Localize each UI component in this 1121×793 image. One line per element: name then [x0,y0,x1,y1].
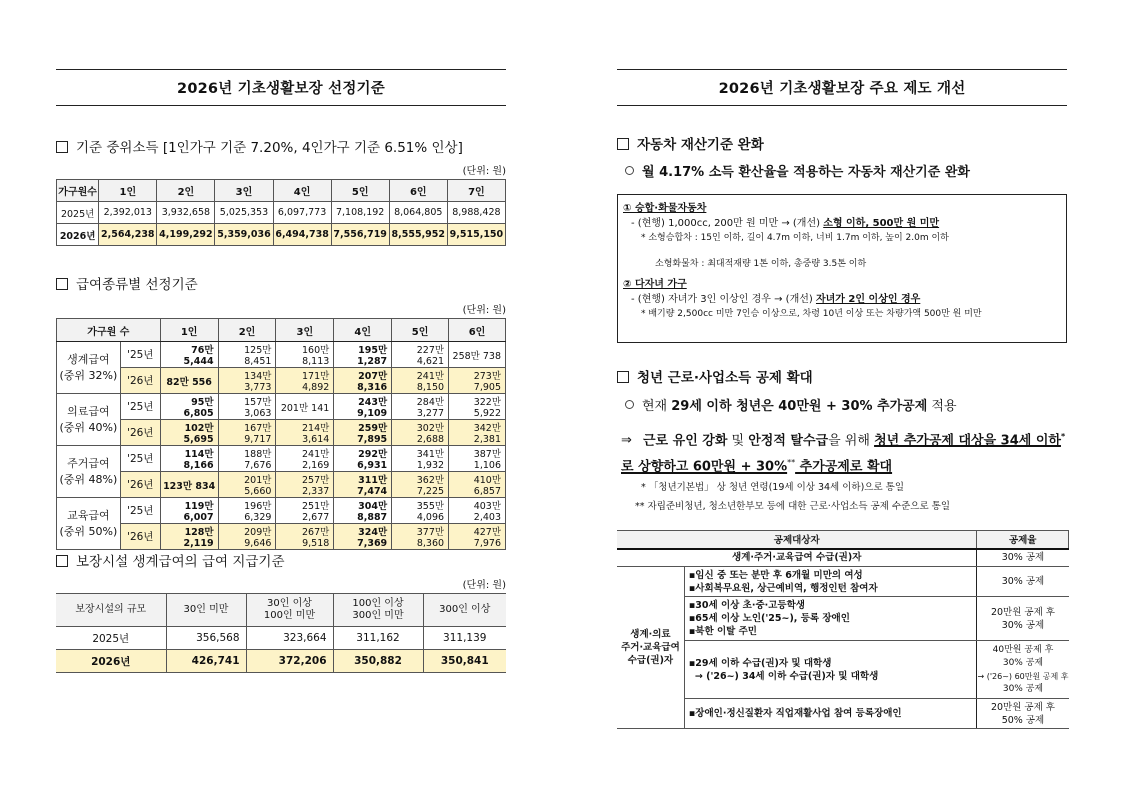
table-cell: 356,568 [166,627,246,650]
table-cell: 171만 4,892 [276,368,334,394]
group-name: 의료급여 [67,404,110,418]
row-label: 2025년 [56,627,166,650]
group-sub: (중위 48%) [59,472,118,486]
benefit-group-label [57,446,121,498]
item-title: ② 다자녀 가구 [623,279,687,290]
table-cell: 427만 7,976 [449,524,506,550]
year-label: '25년 [120,342,160,368]
vehicle-criteria-box [617,194,1067,343]
table-row [56,627,506,650]
year-label: '25년 [120,446,160,472]
table-cell: 196만 6,329 [218,498,276,524]
table-cell: 95만 6,805 [160,394,218,420]
table-cell: 241만 8,150 [392,368,449,394]
table-cell: 188만 7,676 [218,446,276,472]
footnote-marker: ** [787,458,796,468]
rate-line: 30% 공제 [1002,683,1044,694]
emphasis: 근로 유인 강화 [643,433,728,449]
column-header: 가구원 수 [57,319,161,342]
table-row [57,342,506,368]
row-label: 2026년 [57,224,99,246]
group-name: 교육급여 [67,508,110,522]
table-header-row [617,531,1069,549]
rate-line: 20만원 공제 후 [990,606,1055,618]
table-row-highlighted [57,420,506,446]
bullet-vehicle [625,161,970,180]
table-cell: 426,741 [166,650,246,673]
table-cell: 251만 2,677 [276,498,334,524]
median-income-table [56,179,506,246]
section-heading-text: 기준 중위소득 [1인가구 기준 7.20%, 4인가구 기준 6.51% 인상] [76,140,463,156]
table-cell: 76만 5,444 [160,342,218,368]
section-heading-youth-deduction [617,366,813,386]
section-heading-median-income [56,136,463,156]
rate-line: 30% 공제 [1002,657,1044,668]
table-cell: 30% 공제 [977,549,1069,567]
rate-cell [977,641,1069,699]
footnote: ** 자립준비청년, 청소년한부모 등에 대한 근로·사업소득 공제 수준으로 통일 [635,501,951,512]
group-label-line: 주거·교육급여 [621,642,680,653]
group-name: 주거급여 [67,456,110,470]
column-header: 3인 [215,180,273,202]
spacer [623,246,1061,257]
table-cell: 362만 7,225 [392,472,449,498]
table-row-highlighted [57,224,506,246]
group-name: 생계급여 [67,352,110,366]
group-label [617,567,684,729]
items-cell [684,699,977,729]
rate-cell [977,699,1069,729]
year-label: '25년 [120,498,160,524]
column-header: 6인 [389,180,447,202]
column-header: 3인 [276,319,334,342]
table-cell: 311만 7,474 [334,472,392,498]
table-header-row [57,319,506,342]
column-header: 7인 [447,180,505,202]
item: ▪사회복무요원, 상근예비역, 행정인턴 참여자 [688,582,878,594]
table-cell: 209만 9,646 [218,524,276,550]
table-cell: 342만 2,381 [449,420,506,446]
table-header-row [57,180,506,202]
column-header [333,594,423,627]
items-cell [684,641,977,699]
table-cell: 167만 9,717 [218,420,276,446]
table-row [617,699,1069,729]
items-cell [684,597,977,641]
item: ▪북한 이탈 주민 [688,626,757,637]
table-cell: 114만 8,166 [160,446,218,472]
table-cell: 8,988,428 [447,202,505,224]
double-arrow-icon: ⇒ [621,433,632,449]
column-header: 4인 [273,180,331,202]
column-header: 보장시설의 규모 [56,594,166,627]
table-cell: 82만 556 [160,368,218,394]
item: ▪29세 이하 수급(권)자 및 대학생 [688,657,832,669]
table-cell: 284만 3,277 [392,394,449,420]
bullet-text: 월 4.17% 소득 환산율을 적용하는 자동차 재산기준 완화 [642,165,970,180]
group-label-line: 생계·의료 [630,629,671,640]
table-cell: 311,162 [333,627,423,650]
column-header: 4인 [334,319,392,342]
table-cell: 387만 1,106 [449,446,506,472]
table-cell: 201만 5,660 [218,472,276,498]
table-row-highlighted [57,472,506,498]
section-heading-text: 청년 근로·사업소득 공제 확대 [637,370,813,386]
table-cell: 3,932,658 [157,202,215,224]
rate-cell: 30% 공제 [977,567,1069,597]
column-header: 300인 이상 [423,594,506,627]
section-heading-facility-benefit [56,550,285,570]
table-row-highlighted [56,650,506,673]
line-emphasis: 자녀가 2인 이상인 경우 [815,294,921,305]
table-cell: 119만 6,007 [160,498,218,524]
table-row [617,549,1069,567]
table-cell: 생계·주거·교육급여 수급(권)자 [617,549,977,567]
table-cell: 372,206 [246,650,333,673]
group-sub: (중위 32%) [59,368,118,382]
rate-line: → ('26~) 60만원 공제 후 [977,671,1069,681]
column-header: 가구원수 [57,180,99,202]
year-label: '26년 [120,368,160,394]
table-cell: 6,097,773 [273,202,331,224]
underlined-emphasis: 로 상향하고 60만원 + 30% [621,459,788,475]
underlined-emphasis: 추가공제로 확대 [795,459,893,475]
item: ▪30세 이상 초·중·고등학생 [688,600,805,611]
table-cell: 410만 6,857 [449,472,506,498]
line-emphasis: 소형 이하, 500만 원 미만 [823,218,940,229]
table-header-row [56,594,506,627]
table-cell: 125만 8,451 [218,342,276,368]
facility-benefit-table [56,593,506,673]
circle-bullet-icon [625,400,634,409]
checkbox-square-icon [617,138,629,150]
table-cell: 123만 834 [160,472,218,498]
table-cell: 7,108,192 [331,202,389,224]
group-sub: (중위 50%) [59,524,118,538]
table-row [617,641,1069,699]
checkbox-square-icon [617,371,629,383]
table-row [57,394,506,420]
table-cell: 8,064,805 [389,202,447,224]
table-cell: 160만 8,113 [276,342,334,368]
checkbox-square-icon [56,278,68,290]
table-cell: 243만 9,109 [334,394,392,420]
unit-label: (단위: 원) [462,166,506,177]
table-cell: 292만 6,931 [334,446,392,472]
table-cell: 267만 9,518 [276,524,334,550]
table-cell: 322만 5,922 [449,394,506,420]
table-row [57,446,506,472]
table-cell: 4,199,292 [157,224,215,246]
section-heading-vehicle [617,133,764,153]
table-cell: 102만 5,695 [160,420,218,446]
column-header: 5인 [331,180,389,202]
table-row-highlighted [57,524,506,550]
table-cell: 324만 7,369 [334,524,392,550]
table-row [57,498,506,524]
item: ▪65세 이상 노인('25~), 등록 장애인 [688,613,850,624]
column-header-line: 100인 이상 [352,598,404,609]
column-header-line: 300인 미만 [352,610,404,621]
year-label: '25년 [120,394,160,420]
column-header: 2인 [218,319,276,342]
line-text: - (현행) 1,000cc, 200만 원 미만 → (개선) [631,218,824,229]
table-cell: 258만 738 [449,342,506,368]
section-heading-text: 자동차 재산기준 완화 [637,137,764,153]
checkbox-square-icon [56,555,68,567]
table-cell: 2,392,013 [99,202,157,224]
table-cell: 257만 2,337 [276,472,334,498]
page-title: 2026년 기초생활보장 선정기준 [56,69,506,106]
bullet-text: 적용 [927,399,957,414]
emphasis: 안정적 탈수급 [748,433,829,449]
text: 및 [727,433,749,449]
row-label: 2025년 [57,202,99,224]
table-cell: 207만 8,316 [334,368,392,394]
section-heading-benefit-criteria [56,273,198,293]
column-header-line: 30인 이상 [267,598,312,609]
circle-bullet-icon [625,166,634,175]
bullet-text: 현재 [642,399,672,414]
table-cell: 341만 1,932 [392,446,449,472]
table-cell: 8,555,952 [389,224,447,246]
rate-cell [977,597,1069,641]
item: ▪장애인·정신질환자 직업재활사업 참여 등록장애인 [688,708,902,719]
item-note: 소형화물차 : 최대적재량 1톤 이하, 총중량 3.5톤 이하 [655,259,867,269]
items-cell [684,567,977,597]
table-cell: 350,841 [423,650,506,673]
item-line [623,216,1061,231]
column-header: 공제율 [977,531,1069,549]
column-header: 5인 [392,319,449,342]
group-sub: (중위 40%) [59,420,118,434]
column-header-line: 100인 미만 [263,610,316,621]
footnote: * 「청년기본법」 상 청년 연령(19세 이상 34세 이하)으로 통일 [641,482,905,493]
checkbox-square-icon [56,141,68,153]
item: ▪임신 중 또는 분만 후 6개월 미만의 여성 [688,569,863,581]
column-header: 30인 미만 [166,594,246,627]
benefit-criteria-table [56,318,506,550]
table-cell: 2,564,238 [99,224,157,246]
deduction-table [617,530,1069,729]
unit-label: (단위: 원) [462,580,506,591]
section-heading-text: 급여종류별 선정기준 [76,277,198,293]
table-cell: 7,556,719 [331,224,389,246]
column-header: 1인 [99,180,157,202]
table-cell: 214만 3,614 [276,420,334,446]
table-cell: 350,882 [333,650,423,673]
underlined-emphasis: 청년 추가공제 대상을 34세 이하 [874,433,1061,449]
table-row [617,567,1069,597]
row-label: 2026년 [56,650,166,673]
rate-line: 40만원 공제 후 [992,644,1054,655]
column-header: 공제대상자 [617,531,977,549]
item-title: ① 승합·화물자동차 [623,203,707,214]
arrow-paragraph [621,426,1071,479]
year-label: '26년 [120,524,160,550]
table-cell: 311,139 [423,627,506,650]
item-note: * 소형승합차 : 15인 이하, 길이 4.7m 이하, 너비 1.7m 이하, 높이 2.0m 이하 [641,233,949,243]
table-cell: 195만 1,287 [334,342,392,368]
table-cell: 5,025,353 [215,202,273,224]
table-cell: 134만 3,773 [218,368,276,394]
table-cell: 259만 7,895 [334,420,392,446]
column-header: 6인 [449,319,506,342]
table-cell: 128만 2,119 [160,524,218,550]
page-title: 2026년 기초생활보장 주요 제도 개선 [617,69,1067,106]
rate-line: 20만원 공제 후 [990,701,1055,713]
table-row-highlighted [57,368,506,394]
year-label: '26년 [120,472,160,498]
table-cell: 5,359,036 [215,224,273,246]
rate-line: 30% 공제 [1001,619,1045,631]
bullet-emphasis: 29세 이하 청년은 40만원 + 30% 추가공제 [671,399,928,414]
column-header: 1인 [160,319,218,342]
item-line [623,292,1061,307]
table-cell: 302만 2,688 [392,420,449,446]
rate-line: 50% 공제 [1001,714,1045,726]
benefit-group-label [57,498,121,550]
table-cell: 241만 2,169 [276,446,334,472]
table-cell: 323,664 [246,627,333,650]
item-note: * 배기량 2,500cc 미만 7인승 이상으로, 차령 10년 이상 또는 차량가액 500만 원 미만 [641,309,982,319]
table-cell: 403만 2,403 [449,498,506,524]
table-row [57,202,506,224]
year-label: '26년 [120,420,160,446]
table-row [617,597,1069,641]
text: 을 위해 [828,433,875,449]
benefit-group-label [57,342,121,394]
bullet-current [625,395,957,414]
table-cell: 6,494,738 [273,224,331,246]
table-cell: 201만 141 [276,394,334,420]
footnote-marker: * [1060,432,1066,441]
table-cell: 273만 7,905 [449,368,506,394]
column-header: 2인 [157,180,215,202]
table-cell: 157만 3,063 [218,394,276,420]
column-header [246,594,333,627]
line-text: - (현행) 자녀가 3인 이상인 경우 → (개선) [631,294,816,305]
table-cell: 9,515,150 [447,224,505,246]
table-cell: 227만 4,621 [392,342,449,368]
unit-label: (단위: 원) [462,305,506,316]
table-cell: 304만 8,887 [334,498,392,524]
benefit-group-label [57,394,121,446]
table-cell: 355만 4,096 [392,498,449,524]
table-cell: 377만 8,360 [392,524,449,550]
group-label-line: 수급(권)자 [627,655,674,666]
section-heading-text: 보장시설 생계급여의 급여 지급기준 [76,554,285,570]
item: → ('26~) 34세 이하 수급(권)자 및 대학생 [694,670,879,682]
